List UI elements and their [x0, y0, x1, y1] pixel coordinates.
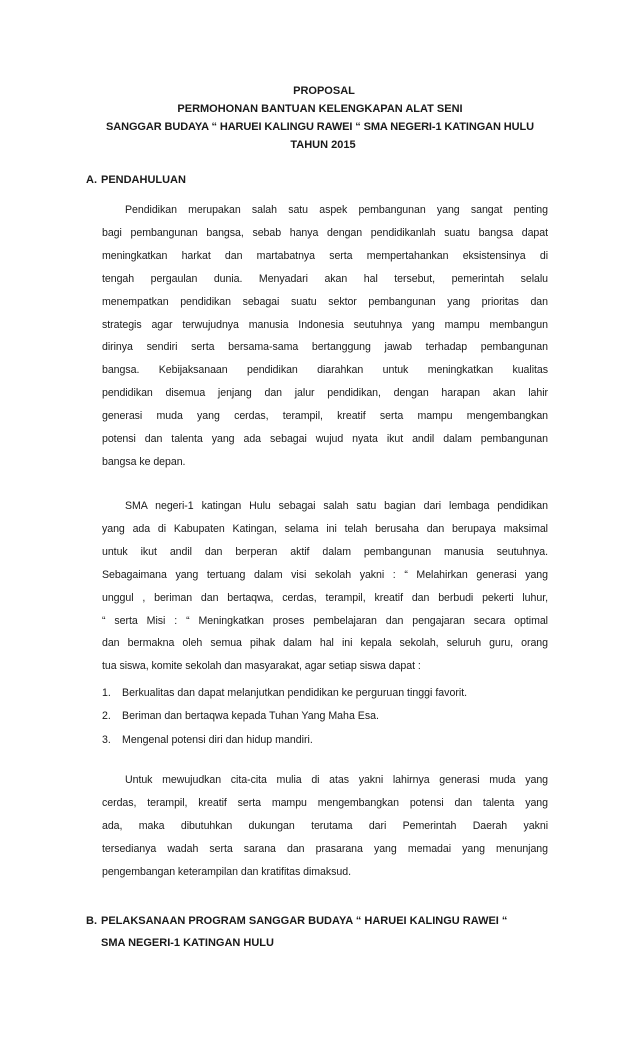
title-year: TAHUN 2015	[290, 139, 356, 151]
paragraph-line: meningkatkan harkat dan martabatnya serta mempertahankan eksistensinya di	[102, 249, 548, 262]
paragraph-line: SMA negeri-1 katingan Hulu sebagai salah satu bagian dari lembaga pendidikan	[125, 500, 548, 512]
paragraph-line: menempatkan pendidikan sebagai suatu sektor pembangunan yang prioritas dan	[102, 295, 548, 308]
paragraph-line: bagi pembangunan bangsa, sebab hanya dengan pendidikanlah suatu bangsa dapat	[102, 226, 548, 239]
list-item-number: 2.	[102, 710, 111, 723]
paragraph-support-needed	[102, 769, 548, 884]
paragraph-line: dan bermakna oleh semua pihak dalam hal ini kepala sekolah, seluruh guru, orang	[102, 637, 548, 650]
paragraph-line: unggul , beriman dan bertaqwa, cerdas, terampil, kreatif dan berbudi pekerti luhur,	[102, 591, 548, 604]
list-item-text: Mengenal potensi diri dan hidup mandiri.	[122, 733, 313, 746]
paragraph-line: tua siswa, komite sekolah dan masyarakat, agar setiap siswa dapat :	[102, 660, 421, 673]
paragraph-line: yang ada di Kabupaten Katingan, selama ini telah berusaha dan berupaya maksimal	[102, 522, 548, 535]
list-item-text: Berkualitas dan dapat melanjutkan pendidikan ke perguruan tinggi favorit.	[122, 687, 468, 699]
title-subject: PERMOHONAN BANTUAN KELENGKAPAN ALAT SENI	[177, 103, 463, 115]
paragraph-line: tengah pergaulan dunia. Menyadari akan hal tersebut, pemerintah selalu	[102, 272, 548, 285]
paragraph-line: strategis agar terwujudnya manusia Indonesia seutuhnya yang mampu membangun	[102, 318, 548, 331]
paragraph-line: Pendidikan merupakan salah satu aspek pembangunan yang sangat penting	[125, 204, 548, 216]
list-item-number: 3.	[102, 733, 111, 746]
paragraph-introduction	[102, 199, 548, 474]
section-b-title-line2: SMA NEGERI-1 KATINGAN HULU	[101, 937, 274, 949]
paragraph-line: potensi dan talenta yang ada sebagai wujud nyata ikut andil dalam pembangunan	[102, 433, 548, 446]
list-item	[102, 729, 548, 752]
student-goals-list	[102, 682, 548, 752]
section-a-letter: A.	[86, 174, 97, 186]
paragraph-line: Untuk mewujudkan cita-cita mulia di atas yakni lahirnya generasi muda yang	[125, 774, 548, 786]
title-proposal: PROPOSAL	[293, 85, 355, 97]
section-b-letter: B.	[86, 915, 97, 927]
paragraph-line: pendidikan disemua jenjang dan jalur pendidikan, dengan harapan akan lahir	[102, 387, 548, 400]
list-item	[102, 682, 548, 705]
paragraph-line: bangsa ke depan.	[102, 455, 186, 468]
proposal-title-block	[60, 82, 580, 154]
list-item	[102, 705, 548, 728]
paragraph-line: dirinya sendiri serta bersama-sama bertanggung jawab terhadap pembangunan	[102, 341, 548, 354]
list-item-text: Beriman dan bertaqwa kepada Tuhan Yang Maha Esa.	[122, 710, 379, 723]
paragraph-school-vision	[102, 495, 548, 678]
paragraph-line: Sebagaimana yang tertuang dalam visi sekolah yakni : “ Melahirkan generasi yang	[102, 568, 548, 581]
paragraph-line: generasi muda yang cerdas, terampil, kreatif serta mampu mengembangkan	[102, 410, 548, 423]
paragraph-line: ada, maka dibutuhkan dukungan terutama dari Pemerintah Daerah yakni	[102, 819, 548, 832]
paragraph-line: cerdas, terampil, kreatif serta mampu mengembangkan potensi dan talenta yang	[102, 796, 548, 809]
paragraph-line: pengembangan keterampilan dan kratifitas dimaksud.	[102, 865, 351, 878]
section-a-title: PENDAHULUAN	[101, 174, 186, 186]
section-a-heading	[86, 171, 186, 189]
list-item-number: 1.	[102, 687, 111, 699]
section-b-title-line1: PELAKSANAAN PROGRAM SANGGAR BUDAYA “ HARUEI KALINGU RAWEI “	[101, 915, 508, 927]
paragraph-line: untuk ikut andil dan berperan aktif dalam pembangunan manusia seutuhnya.	[102, 545, 548, 558]
paragraph-line: “ serta Misi : “ Meningkatkan proses pembelajaran dan pengajaran secara optimal	[102, 614, 548, 627]
title-organization: SANGGAR BUDAYA “ HARUEI KALINGU RAWEI “ SMA NEGERI-1 KATINGAN HULU	[106, 121, 534, 133]
paragraph-line: tersedianya wadah serta sarana dan prasarana yang memadai yang menunjang	[102, 842, 548, 855]
paragraph-line: bangsa. Kebijaksanaan pendidikan diarahkan untuk meningkatkan kualitas	[102, 364, 548, 377]
section-b-heading	[86, 910, 507, 954]
